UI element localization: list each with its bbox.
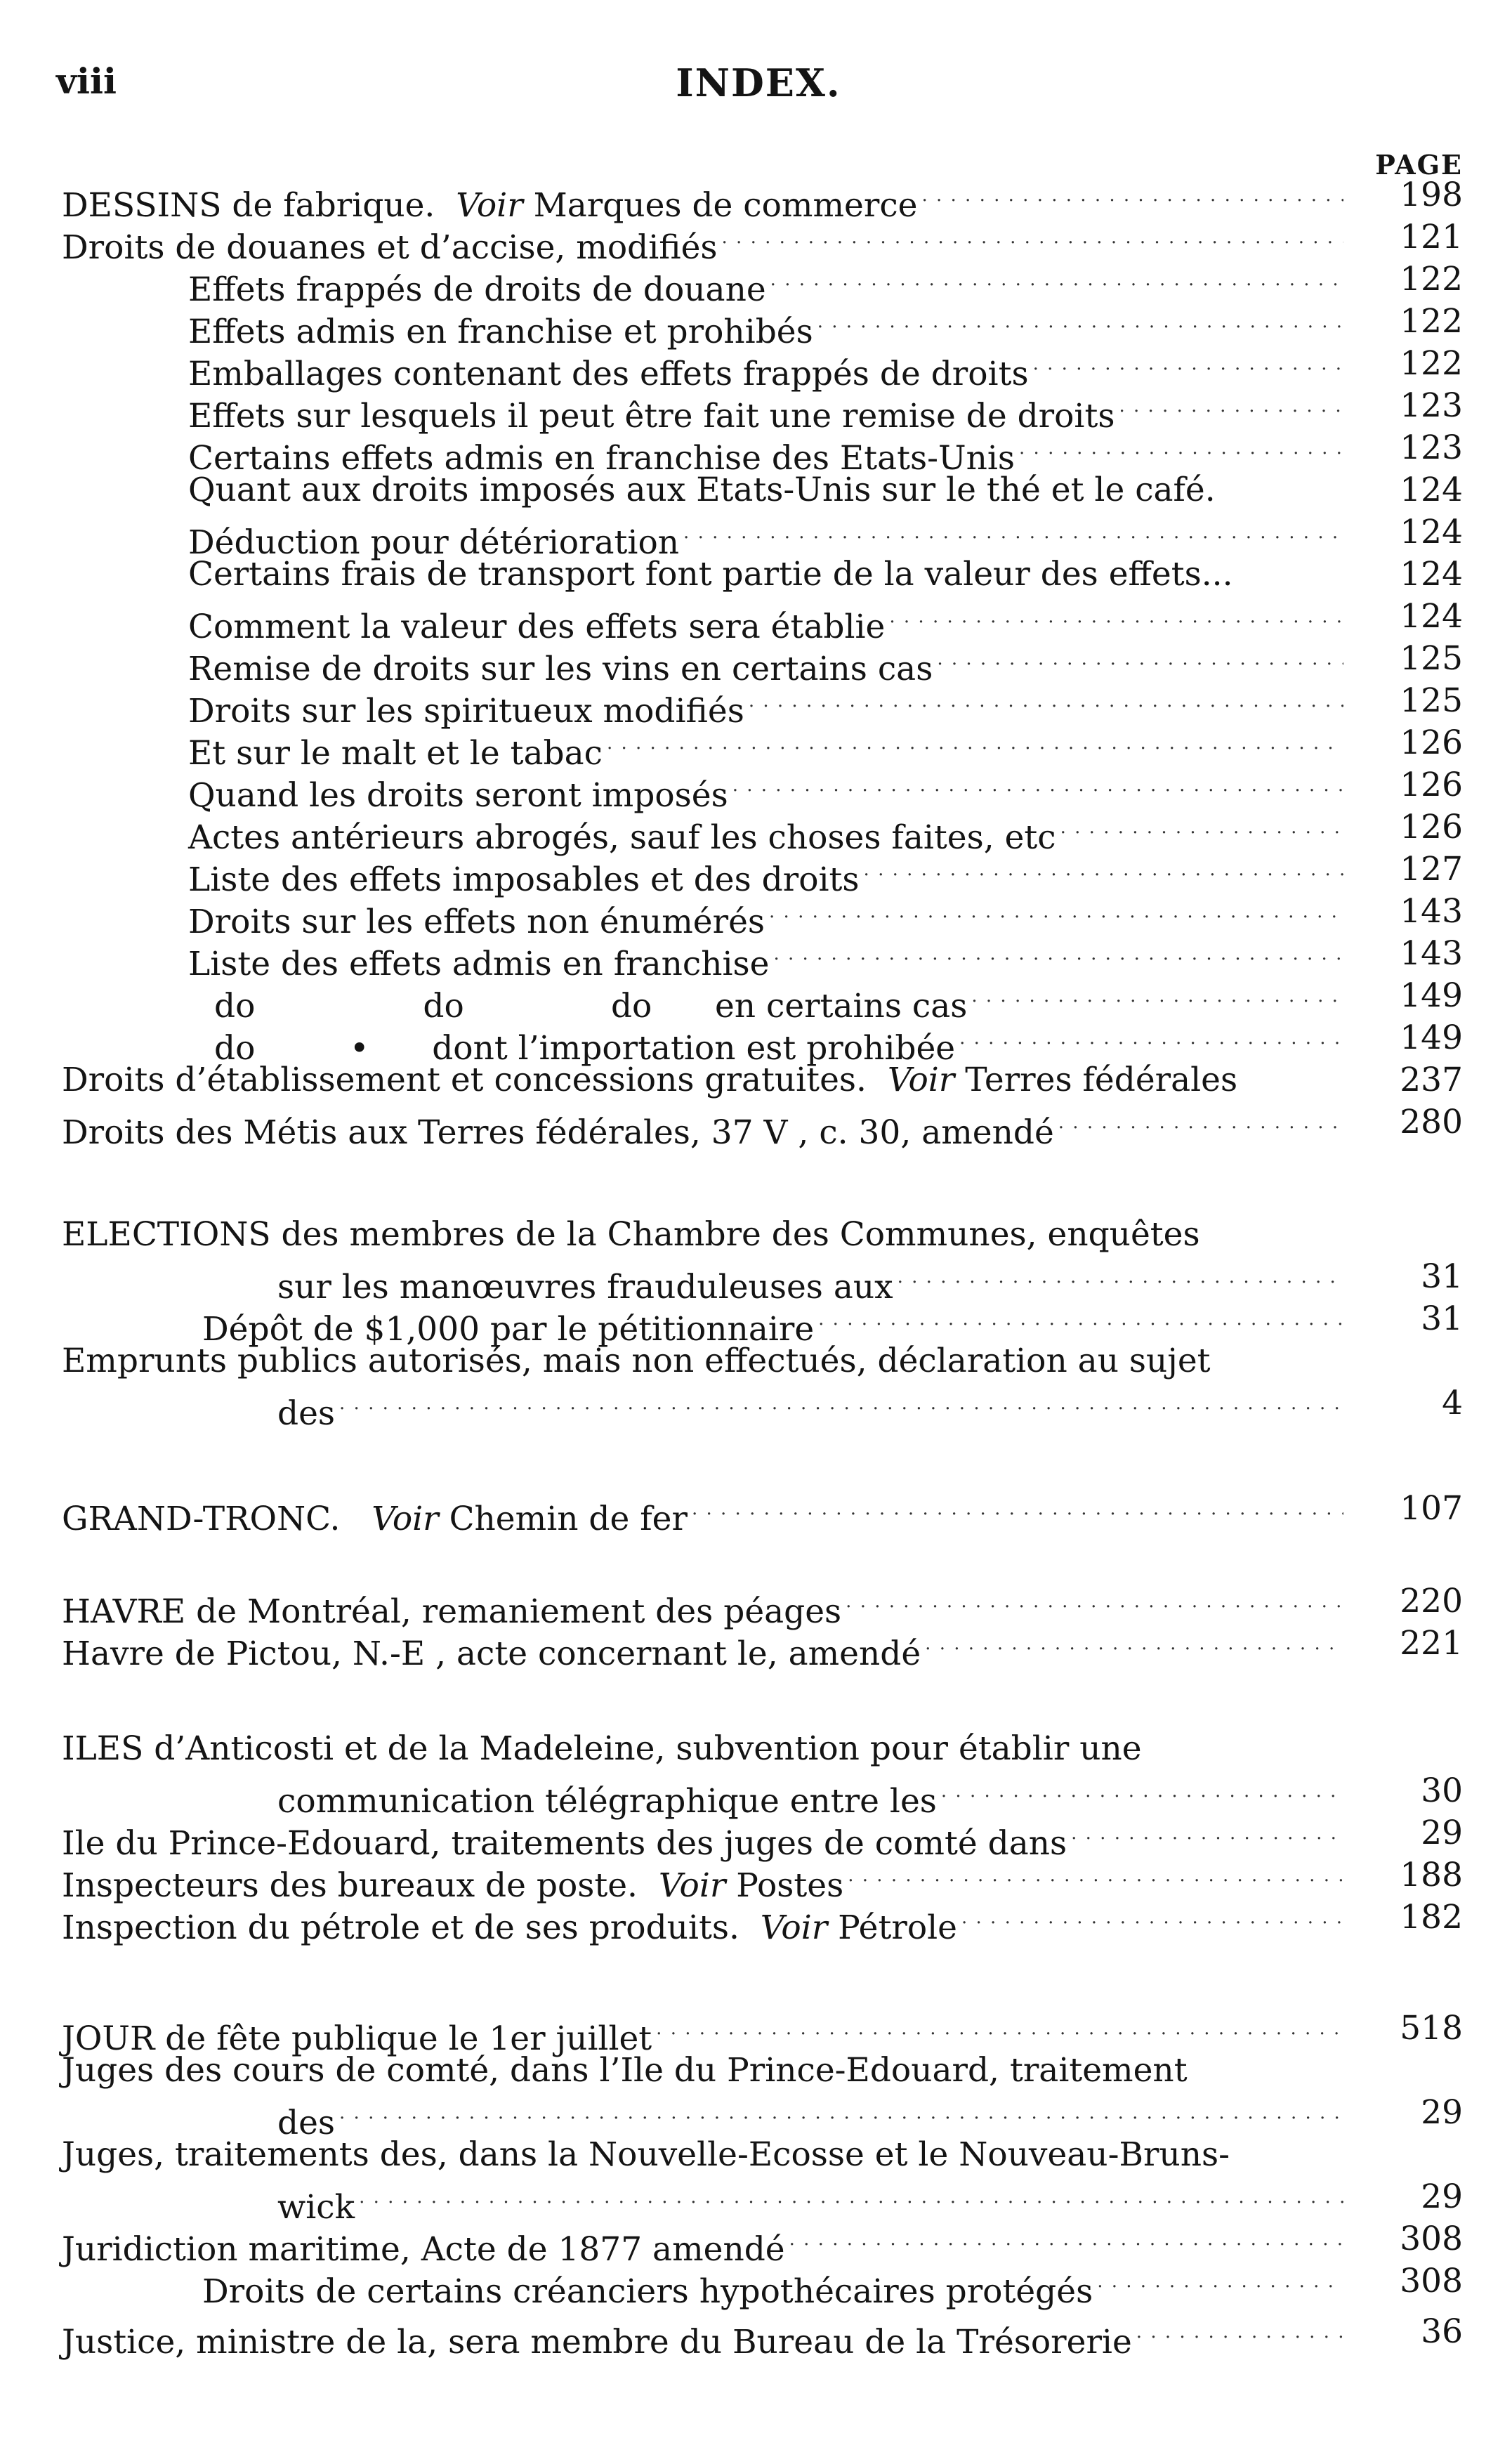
entry-page-number: 182 (1400, 1898, 1463, 1937)
dot-leader (679, 511, 1343, 553)
entry-page-number: 29 (1421, 2177, 1463, 2216)
entry-text: Inspecteurs des bureaux de poste. (62, 1866, 659, 1905)
entry-text: Droits des Métis aux Terres fédérales, 37 V , c. 30, amendé (62, 1113, 1054, 1152)
dot-leader (921, 1623, 1343, 1665)
entry-text: do do do en certains cas (214, 987, 968, 1026)
index-entry (62, 1580, 1463, 1631)
entry-text: Remise de droits sur les vins en certains cas (188, 650, 933, 688)
entry-text: Droits sur les effets non énumérés (188, 903, 765, 941)
entry-text: Effets frappés de droits de douane (188, 270, 766, 309)
entry-text: sur les manœuvres frauduleuses aux (277, 1268, 893, 1306)
dot-leader (893, 1256, 1343, 1298)
entry-text: Certains frais de transport font partie de la valeur des effets... (188, 555, 1233, 594)
dot-leader (688, 1488, 1343, 1530)
entry-page-number: 124 (1400, 513, 1463, 551)
dot-leader (769, 933, 1343, 975)
index-entry (62, 1340, 1463, 1382)
entry-text: Chemin de fer (438, 1500, 688, 1538)
dot-leader (1093, 2260, 1343, 2302)
index-entry (188, 638, 1463, 688)
dot-leader (1132, 2311, 1343, 2353)
index-entry (277, 1382, 1463, 1433)
index-entry (188, 511, 1463, 562)
page-header (56, 60, 1461, 117)
entry-text: Liste des effets imposables et des droits (188, 860, 860, 899)
index-entry (202, 1298, 1463, 1349)
index-entry (277, 2176, 1463, 2227)
entry-page-number: 31 (1421, 1257, 1463, 1296)
dot-leader (841, 1580, 1343, 1623)
entry-page-number: 122 (1400, 260, 1463, 299)
entry-text: Droits de douanes et d’accise, modifiés (62, 228, 718, 267)
entry-page-number: 125 (1400, 681, 1463, 720)
dot-leader (1067, 1812, 1343, 1854)
entry-page-number: 126 (1400, 723, 1463, 762)
index-entry (62, 2050, 1463, 2092)
index-entry (62, 1728, 1463, 1770)
index-entry (188, 469, 1463, 511)
entry-text: Effets sur lesquels il peut être fait une remise de droits (188, 397, 1115, 435)
entry-text: GRAND-TRONC. (62, 1500, 372, 1538)
dot-leader (766, 258, 1343, 301)
entry-page-number: 122 (1400, 344, 1463, 383)
index-entry (214, 1017, 1463, 1068)
entry-text: Effets admis en franchise et prohibés (188, 313, 813, 351)
page-number: viii (56, 60, 117, 102)
index-entry (188, 553, 1463, 596)
entry-text: Certains effets admis en franchise des Etats-Unis (188, 439, 1015, 478)
entry-page-number: 308 (1400, 2220, 1463, 2258)
index-entry (62, 216, 1463, 267)
entry-page-number: 31 (1421, 1299, 1463, 1338)
index-entry (62, 1623, 1463, 1673)
entry-page-number: 123 (1400, 386, 1463, 425)
entry-page-number: 29 (1421, 2093, 1463, 2132)
entry-page-number: 308 (1400, 2262, 1463, 2300)
index-entry (188, 849, 1463, 899)
entry-text: Quant aux droits imposés aux Etats-Unis sur le thé et le café. (188, 471, 1216, 509)
dot-leader (1115, 385, 1343, 427)
entry-page-number: 198 (1400, 176, 1463, 214)
entry-text: Havre de Pictou, N.-E , acte concernant le, amendé (62, 1635, 921, 1673)
entry-text: des (277, 1394, 336, 1433)
entry-page-number: 188 (1400, 1856, 1463, 1894)
dot-leader (1054, 1101, 1343, 1144)
index-entry (62, 1488, 1463, 1538)
dot-leader (603, 722, 1343, 764)
dot-leader (885, 596, 1343, 638)
entry-text: Inspection du pétrole et de ses produits. (62, 1908, 761, 1947)
entry-text: Juges des cours de comté, dans l’Ile du Prince-Edouard, traitement (62, 2051, 1188, 2090)
index-entry (188, 301, 1463, 351)
entry-page-number: 107 (1400, 1489, 1463, 1528)
entry-text: Droits sur les spiritueux modifiés (188, 692, 744, 731)
entry-text: Pétrole (827, 1908, 957, 1947)
entry-text: do • dont l’importation est prohibée (214, 1029, 956, 1068)
entry-page-number: 29 (1421, 1814, 1463, 1852)
dot-leader (814, 1298, 1343, 1340)
entry-page-number: 518 (1400, 2009, 1463, 2048)
index-entry (62, 1214, 1463, 1256)
index-entry (62, 1897, 1463, 1947)
cross-reference-voir: Voir (887, 1061, 955, 1099)
entry-text: Ile du Prince-Edouard, traitements des juges de comté dans (62, 1824, 1067, 1863)
entry-text: Actes antérieurs abrogés, sauf les choses faites, etc (188, 818, 1056, 857)
dot-leader (957, 1897, 1343, 1939)
dot-leader (933, 638, 1343, 680)
entry-text: ILES d’Anticosti et de la Madeleine, subvention pour établir une (62, 1729, 1142, 1768)
index-entry (188, 722, 1463, 773)
entry-text: Liste des effets admis en franchise (188, 945, 770, 983)
entry-page-number: 121 (1400, 218, 1463, 256)
dot-leader (1056, 806, 1343, 849)
entry-text: ELECTIONS des membres de la Chambre des Communes, enquêtes (62, 1215, 1200, 1254)
index-entry (62, 1854, 1463, 1905)
index-entry (62, 1101, 1463, 1152)
dot-leader (860, 849, 1343, 891)
index-entry (188, 891, 1463, 941)
entry-page-number: 125 (1400, 639, 1463, 678)
entry-page-number: 143 (1400, 892, 1463, 931)
running-title: INDEX. (676, 60, 841, 105)
dot-leader (785, 2218, 1343, 2260)
index-entry (277, 2092, 1463, 2142)
entry-text: Déduction pour détérioration (188, 523, 680, 562)
entry-text: communication télégraphique entre les (277, 1782, 937, 1821)
entry-page-number: 36 (1421, 2312, 1463, 2351)
entry-page-number: 126 (1400, 808, 1463, 846)
index-entry (188, 806, 1463, 857)
index-entry (62, 2007, 1463, 2058)
entry-text: Et sur le malt et le tabac (188, 734, 603, 773)
entry-text: Droits de certains créanciers hypothécaires protégés (202, 2272, 1093, 2311)
index-entry (62, 2134, 1463, 2176)
entry-page-number: 149 (1400, 976, 1463, 1015)
index-entry (62, 1059, 1463, 1101)
cross-reference-voir: Voir (372, 1500, 439, 1538)
index-entry (188, 680, 1463, 731)
dot-leader (967, 975, 1343, 1017)
entry-page-number: 124 (1400, 555, 1463, 594)
entry-text: Juridiction maritime, Acte de 1877 amendé (62, 2230, 785, 2269)
cross-reference-voir: Voir (760, 1908, 828, 1947)
entry-page-number: 122 (1400, 302, 1463, 341)
entry-page-number: 127 (1400, 850, 1463, 889)
entry-page-number: 124 (1400, 597, 1463, 636)
entry-page-number: 221 (1400, 1624, 1463, 1663)
index-entry (188, 258, 1463, 309)
dot-leader (728, 764, 1343, 806)
dot-leader (355, 2176, 1343, 2218)
index-entry (188, 343, 1463, 393)
entry-text: wick (277, 2188, 355, 2227)
index-entry (202, 2260, 1463, 2311)
index-entry (188, 764, 1463, 815)
entry-page-number: 220 (1400, 1582, 1463, 1620)
entry-text: DESSINS de fabrique. (62, 186, 456, 225)
index-entry (214, 975, 1463, 1026)
dot-leader (744, 680, 1343, 722)
cross-reference-voir: Voir (456, 186, 523, 225)
entry-page-number: 149 (1400, 1018, 1463, 1057)
entry-page-number: 4 (1442, 1384, 1463, 1422)
entry-text: Emballages contenant des effets frappés de droits (188, 355, 1029, 393)
entry-text: Droits d’établissement et concessions gratuites. (62, 1061, 888, 1099)
dot-leader (335, 2092, 1343, 2134)
entry-text: Comment la valeur des effets sera établie (188, 608, 886, 646)
dot-leader (917, 174, 1343, 216)
entry-text: HAVRE de Montréal, remaniement des péages (62, 1592, 842, 1631)
entry-text: Emprunts publics autorisés, mais non effectués, déclaration au sujet (62, 1342, 1211, 1380)
index-entry (62, 1812, 1463, 1863)
entry-text: des (277, 2104, 336, 2142)
dot-leader (335, 1382, 1343, 1424)
entry-text: Quand les droits seront imposés (188, 776, 728, 815)
entry-text: JOUR de fête publique le 1er juillet (62, 2019, 652, 2058)
entry-page-number: 124 (1400, 471, 1463, 509)
index-entry (277, 1770, 1463, 1821)
dot-leader (937, 1770, 1343, 1812)
index-entry (277, 1256, 1463, 1306)
entry-page-number: 30 (1421, 1771, 1463, 1810)
entry-page-number: 143 (1400, 934, 1463, 973)
dot-leader (718, 216, 1343, 258)
entry-page-number: 237 (1400, 1061, 1463, 1099)
entry-text: Postes (725, 1866, 844, 1905)
entry-text: Juges, traitements des, dans la Nouvelle-Ecosse et le Nouveau-Bruns- (62, 2135, 1230, 2174)
entry-text: Marques de commerce (522, 186, 918, 225)
index-entry (62, 174, 1463, 225)
dot-leader (1015, 427, 1343, 469)
index-entry (62, 2311, 1463, 2361)
cross-reference-voir: Voir (658, 1866, 726, 1905)
entry-page-number: 123 (1400, 428, 1463, 467)
dot-leader (652, 2007, 1343, 2050)
dot-leader (843, 1854, 1343, 1897)
dot-leader (765, 891, 1343, 933)
dot-leader (813, 301, 1343, 343)
index-entry (188, 596, 1463, 646)
entry-page-number: 126 (1400, 766, 1463, 804)
entry-text: Justice, ministre de la, sera membre du Bureau de la Trésorerie (62, 2323, 1132, 2361)
page-column-label: PAGE (1375, 149, 1463, 181)
index-entry (188, 933, 1463, 983)
index-entry (188, 385, 1463, 435)
index-entry (62, 2218, 1463, 2269)
dot-leader (1029, 343, 1343, 385)
index-entry (188, 427, 1463, 478)
entry-page-number: 280 (1400, 1103, 1463, 1141)
entry-text: Dépôt de $1,000 par le pétitionnaire (202, 1310, 815, 1349)
entry-text: Terres fédérales (954, 1061, 1238, 1099)
dot-leader (955, 1017, 1343, 1059)
